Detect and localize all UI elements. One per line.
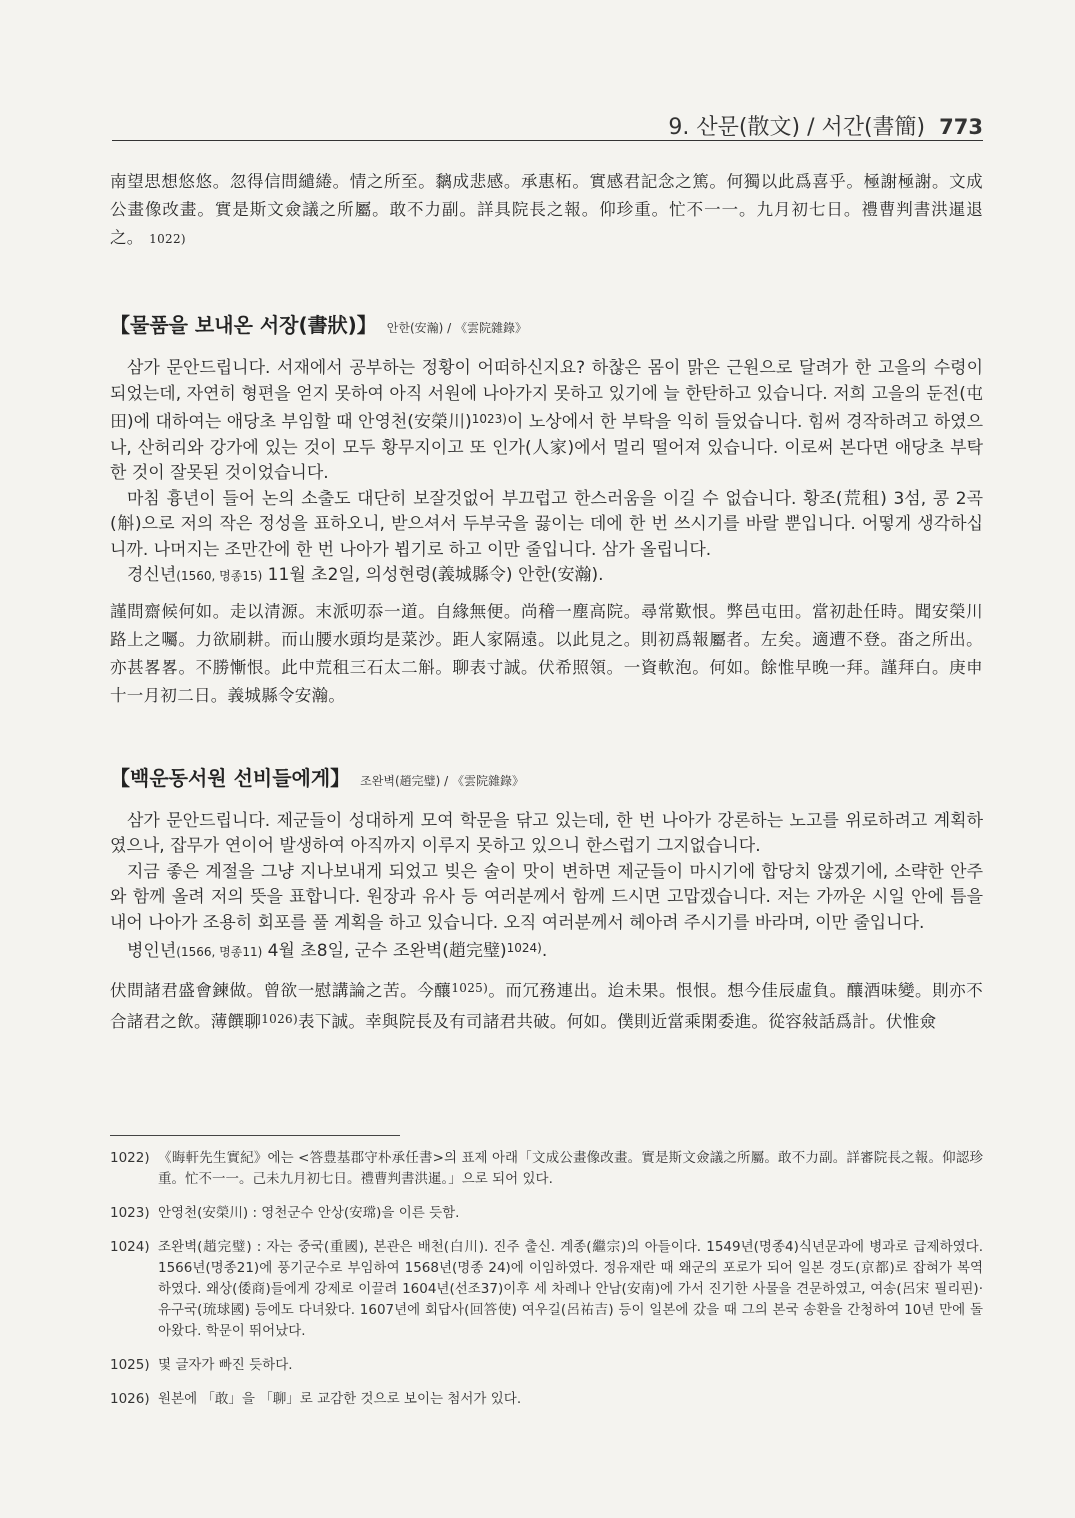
letter2-hanja-b: 。而冗務連出。迨未果。恨恨。想今佳辰虛負。釀酒味變。則亦不合諸君之飲。薄饌聊 — [110, 980, 984, 1031]
footnote-ref-1023: 1023) — [471, 412, 507, 426]
footnote-1025 — [110, 1355, 983, 1376]
letter2-date-end: . — [541, 941, 548, 961]
letter2-hanja — [110, 974, 983, 1036]
intro-hanja-paragraph — [110, 168, 983, 253]
footnote-ref-1024: 1024) — [506, 941, 542, 955]
footnote-number: 1025) — [110, 1357, 150, 1373]
footnote-text: 안영천(安榮川) : 영천군수 안상(安瑺)을 이른 듯함. — [158, 1205, 460, 1221]
letter1-paragraph-1 — [110, 356, 983, 487]
letter2-hanja-c: 表下誠。幸與院長及有司諸君共破。何如。僕則近當乘閑委進。從容敍話爲計。伏惟僉 — [297, 1011, 937, 1031]
footnote-text: 원본에 「敢」을 「聊」로 교감한 것으로 보이는 첨서가 있다. — [158, 1391, 522, 1407]
page-number: 773 — [939, 115, 983, 139]
letter1-title-text: 【물품을 보내온 서장(書狀)】 — [110, 313, 377, 337]
running-header — [112, 110, 983, 140]
letter2-title — [110, 762, 983, 791]
letter1-date-year: 경신년 — [127, 565, 177, 585]
letter1-paragraph-2: 마침 흉년이 들어 논의 소출도 대단히 보잘것없어 부끄럽고 한스러움을 이길 수 없습니다. 황조(荒租) 3섬, 콩 2곡(斛)으로 저의 작은 정성을 표하오니, 받으셔서 두부국을 끓이는 데에 한 번 쓰시기를 바랄 뿐입니다. 어떻게 생각하십니까. 나머지는 조만간에 한 번 나아가 뵙기로 하고 이만 줄입니다. 삼가 올립니다. — [110, 488, 983, 560]
footnote-text: 조완벽(趙完璧) : 자는 중국(重國), 본관은 배천(白川). 진주 출신. 계종(繼宗)의 아들이다. 1549년(명종4)식년문과에 병과로 급제하였다. 1566년(명종21)에 풍기군수로 부임하여 1568년(명종 24)에 이임하였다. 정유재란 때 왜군의 포로가 되어 일본 경도(京都)로 잡혀가 복역하였다. 왜상(倭商)들에게 강제로 이끌려 1604년(선조37)이후 세 차례나 안남(安南)에 가서 진기한 사물을 견문하였고, 여송(呂宋 필리핀)·유구국(琉球國) 등에도 다녀왔다. 1607년에 회답사(回答使) 여우길(呂祐吉) 등이 일본에 갔을 때 그의 본국 송환을 간청하여 10년 만에 돌아왔다. 학문이 뛰어났다. — [158, 1239, 983, 1339]
letter1-date-era: (1560, 명종15) — [176, 569, 263, 583]
footnotes — [110, 1148, 983, 1423]
footnote-text: 몇 글자가 빠진 듯하다. — [158, 1357, 293, 1373]
letter1-p1-text-a: 삼가 문안드립니다. 서재에서 공부하는 정황이 어떠하신지요? 하찮은 몸이 맑은 근원으로 달려가 한 고을의 수령이 되었는데, 자연히 형편을 얻지 못하여 아직 서원에 나아가지 못하고 있기에 늘 한탄하고 있습니다. 저희 고을의 둔전(屯田)에 대하여는 애당초 부임할 때 안영천(安榮川) — [110, 358, 983, 432]
letter1-p1-text-b: 이 노상에서 한 부탁을 익히 들었습니다. 힘써 경작하려고 하였으나, 산허리와 강가에 있는 것이 모두 황무지이고 또 인가(人家)에서 멀리 떨어져 있습니다. 이로써 본다면 애당초 부탁한 것이 잘못된 것이었습니다. — [110, 412, 983, 483]
letter1-hanja: 謹問齋候何如。走以清源。末派叨忝一道。自緣無便。尚稽一塵高院。尋常歎恨。弊邑屯田。當初赴任時。聞安榮川路上之囑。力欲刷耕。而山腰水頭均是菜沙。距人家隔遠。以此見之。則初爲報屬者。左矣。適遭不登。畓之所出。亦甚畧畧。不勝慚恨。此中荒租三石太二斛。聊表寸誠。伏希照領。一資軟泡。何如。餘惟早晚一拜。謹拜白。庚申十一月初二日。義城縣令安瀚。 — [110, 601, 983, 705]
letter2-author: 조완벽(趙完璧) / 《雲院雜錄》 — [360, 773, 524, 788]
footnote-ref-1022: 1022) — [149, 232, 186, 246]
letter2-date-era: (1566, 명종11) — [176, 945, 263, 959]
footnote-1023 — [110, 1203, 983, 1224]
letter2-hanja-a: 伏問諸君盛會鍊做。曾欲一慰講論之苦。今釀 — [110, 980, 452, 1000]
letter1-author: 안한(安瀚) / 《雲院雜錄》 — [386, 321, 528, 335]
letter2-date — [110, 936, 983, 966]
footnote-text: 《晦軒先生實紀》에는 <答豊基郡守朴承任書>의 표제 아래「文成公畫像改畫。實是斯文僉議之所屬。敢不力副。詳審院長之報。仰認珍重。忙不一一。己未九月初七日。禮曹判書洪暹。」으로 되어 있다. — [158, 1150, 983, 1187]
footnote-number: 1022) — [110, 1150, 150, 1166]
footnote-1022 — [110, 1148, 983, 1190]
letter1-date-rest: 11월 초2일, 의성현령(義城縣令) 안한(安瀚). — [262, 565, 604, 585]
letter2-date-rest: 4월 초8일, 군수 조완벽(趙完璧) — [262, 941, 507, 961]
footnote-ref-1026: 1026) — [261, 1011, 298, 1026]
main-body — [110, 168, 983, 1036]
letter2-paragraph-1: 삼가 문안드립니다. 제군들이 성대하게 모여 학문을 닦고 있는데, 한 번 나아가 강론하는 노고를 위로하려고 계획하였으나, 잡무가 연이어 발생하여 아직까지 이루지 못하고 있으니 한스럽기 그지없습니다. — [110, 810, 983, 856]
letter2-date-year: 병인년 — [127, 941, 177, 961]
letter1-date — [110, 563, 983, 590]
header-rule — [112, 140, 983, 141]
footnote-1026 — [110, 1389, 983, 1410]
footnote-number: 1024) — [110, 1239, 150, 1255]
footnote-rule — [110, 1135, 400, 1136]
letter2-paragraph-2: 지금 좋은 계절을 그냥 지나보내게 되었고 빚은 술이 맛이 변하면 제군들이 마시기에 합당치 않겠기에, 소략한 안주와 함께 올려 저의 뜻을 표합니다. 원장과 유사 등 여러분께서 함께 드시면 고맙겠습니다. 저는 가까운 시일 안에 틈을 내어 나아가 조용히 회포를 풀 계획을 하고 있습니다. 오직 여러분께서 헤아려 주시기를 바라며, 이만 줄입니다. — [110, 861, 983, 933]
intro-hanja-text: 南望思想悠悠。忽得信問繾綣。情之所至。黐成悲感。承惠柘。實感君記念之篤。何獨以此爲喜乎。極謝極謝。文成公畫像改畫。實是斯文僉議之所屬。敢不力副。詳具院長之報。仰珍重。忙不一一。九月初七日。禮曹判書洪暹退之。 — [110, 172, 983, 247]
letter2-title-text: 【백운동서원 선비들에게】 — [110, 765, 351, 790]
footnote-ref-1025: 1025) — [451, 980, 489, 995]
section-title: 9. 산문(散文) / 서간(書簡) — [668, 115, 926, 140]
footnote-number: 1026) — [110, 1391, 150, 1407]
footnote-1024 — [110, 1237, 983, 1342]
footnote-number: 1023) — [110, 1205, 150, 1221]
letter1-title — [110, 309, 983, 338]
